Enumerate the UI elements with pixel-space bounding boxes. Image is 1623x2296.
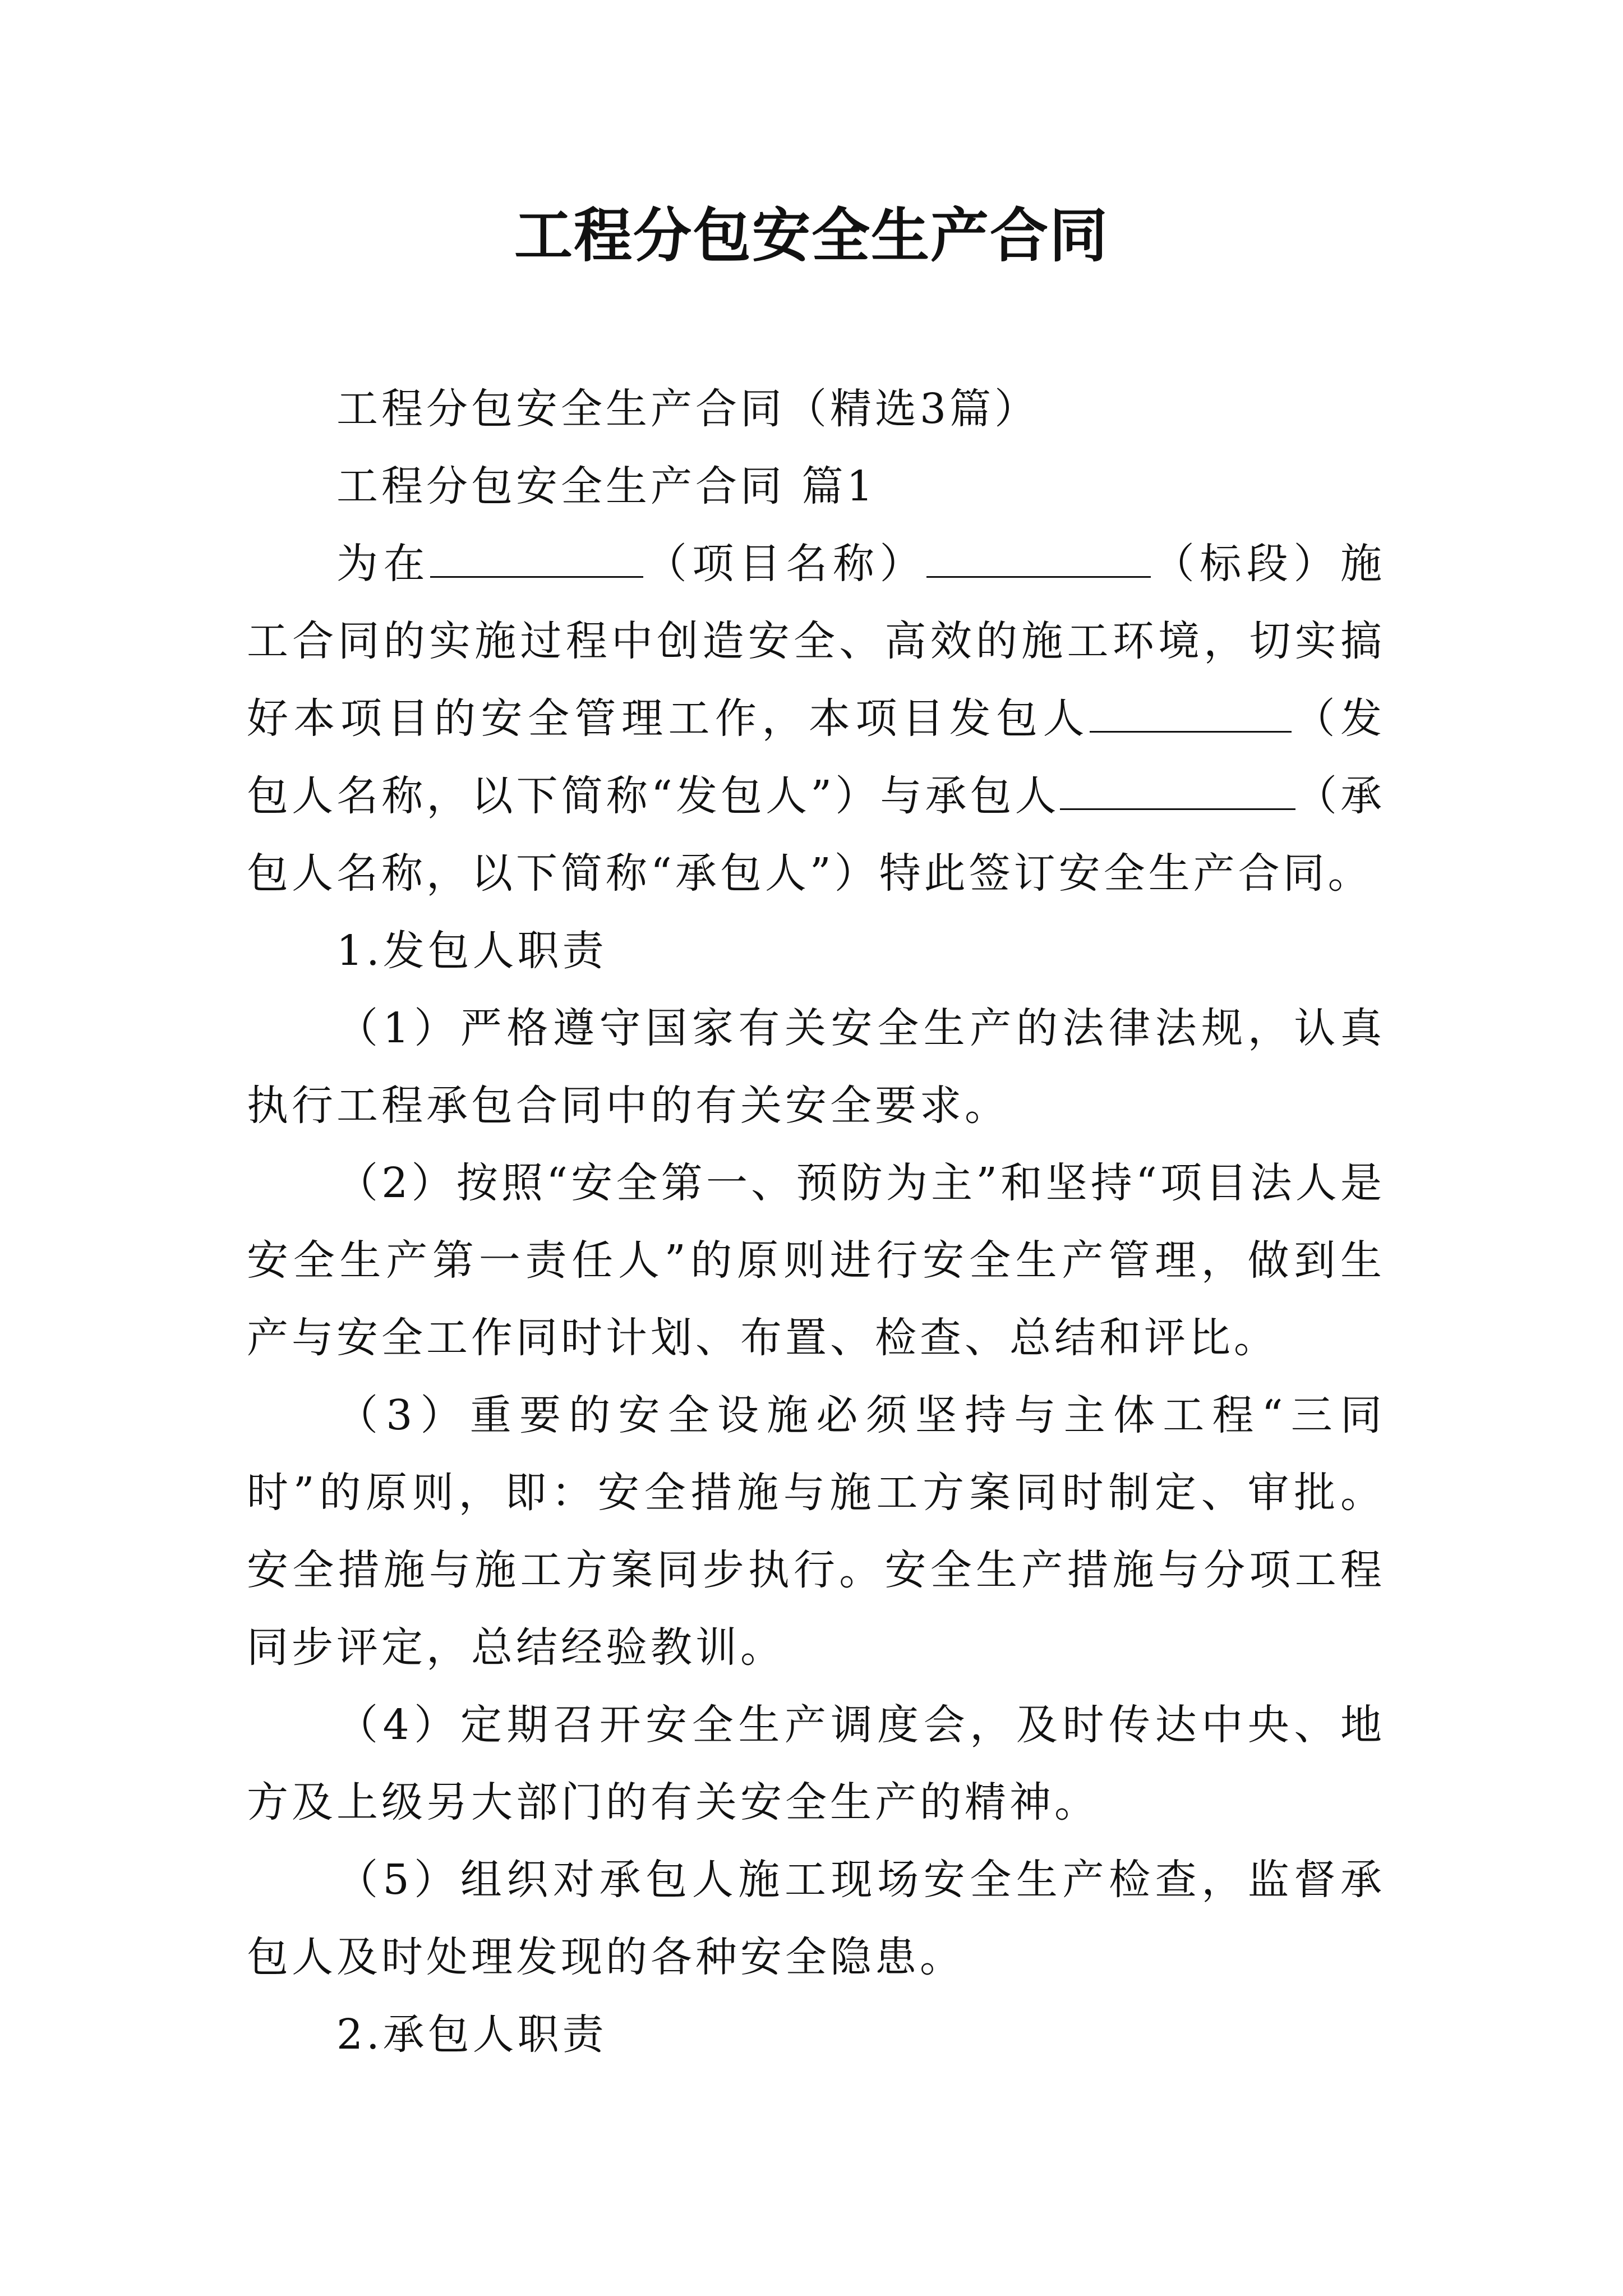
document-body (247, 370, 1385, 2073)
intro-text-4: （发包人名称，以下简称“发包人”）与承包人 (247, 694, 1385, 820)
intro-paragraph (247, 525, 1385, 912)
project-name-blank (430, 537, 643, 578)
document-title: 工程分包安全生产合同 (514, 201, 1109, 270)
contractor-duties-heading: 2.承包人职责 (336, 2010, 607, 2059)
section-heading: 工程分包安全生产合同 篇1 (336, 462, 877, 510)
employer-duties-heading: 1.发包人职责 (336, 927, 607, 975)
employer-duty-item-2: （2）按照“安全第一、预防为主”和坚持“项目法人是安全生产第一责任人”的原则进行安全生产管理，做到生产与安全工作同时计划、布置、检查、总结和评比。 (247, 1159, 1385, 1362)
intro-text-2: （项目名称） (643, 540, 927, 588)
contractor-name-blank (1060, 769, 1295, 810)
intro-text-1: 为在 (336, 540, 431, 588)
employer-name-blank (1090, 692, 1292, 733)
intro-text-3: （标段）施工合同的实施过程中创造安全、高效的施工环境，切实搞好本项目的安全管理工作，本项目发包人 (247, 540, 1386, 743)
intro-text-5: （承包人名称，以下简称“承包人”）特此签订安全生产合同。 (247, 772, 1386, 898)
employer-duty-item-4: （4）定期召开安全生产调度会，及时传达中央、地方及上级另大部门的有关安全生产的精神。 (247, 1701, 1385, 1826)
employer-duty-item-5: （5）组织对承包人施工现场安全生产检查，监督承包人及时处理发现的各种安全隐患。 (247, 1856, 1385, 1981)
employer-duty-item-1: （1）严格遵守国家有关安全生产的法律法规，认真执行工程承包合同中的有关安全要求。 (247, 1004, 1385, 1130)
subtitle: 工程分包安全生产合同（精选3篇） (336, 385, 1040, 433)
section-blank (926, 537, 1151, 578)
employer-duty-item-3: （3）重要的安全设施必须坚持与主体工程“三同时”的原则，即：安全措施与施工方案同时制定、审批。安全措施与施工方案同步执行。安全生产措施与分项工程同步评定，总结经验教训。 (247, 1391, 1385, 1672)
